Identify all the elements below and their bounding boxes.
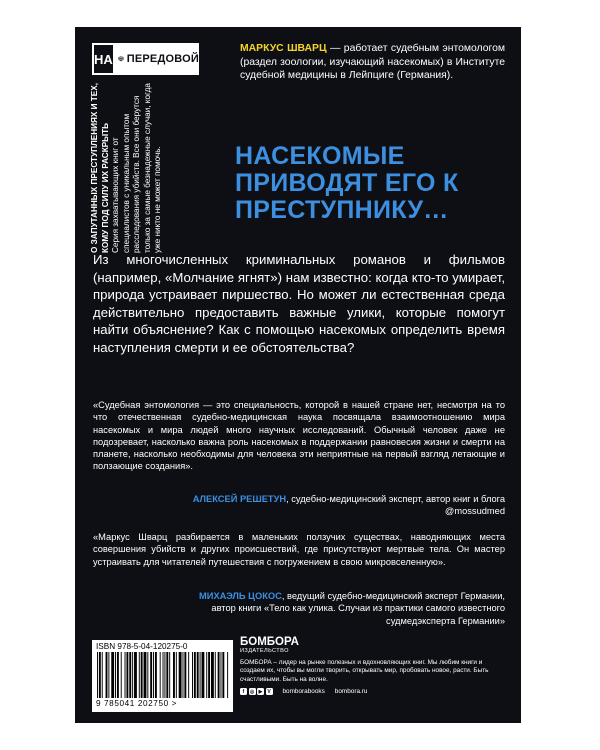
fingerprint-icon bbox=[117, 50, 125, 68]
barcode-stripe bbox=[125, 652, 126, 698]
barcode-stripe bbox=[192, 652, 193, 698]
barcode-stripe bbox=[222, 652, 224, 698]
social-icon-1: f bbox=[240, 688, 247, 695]
publisher-links bbox=[240, 688, 505, 695]
barcode-stripe bbox=[134, 652, 137, 698]
barcode-stripe bbox=[211, 652, 214, 698]
barcode-stripe bbox=[215, 652, 216, 698]
barcode-stripe bbox=[147, 652, 148, 698]
barcode-stripe bbox=[144, 652, 147, 698]
publisher-logo: БОМБОРА bbox=[240, 636, 299, 648]
barcode-stripe bbox=[164, 652, 165, 698]
barcode-stripe bbox=[115, 652, 116, 698]
publisher-block bbox=[240, 636, 505, 695]
barcode-stripe bbox=[197, 652, 199, 698]
barcode-stripe bbox=[179, 652, 182, 698]
barcode-stripe bbox=[163, 652, 164, 698]
barcode-stripe bbox=[121, 652, 122, 698]
barcode-stripe bbox=[227, 652, 228, 698]
series-logo-text: ПЕРЕДОВОЙ bbox=[126, 53, 199, 65]
barcode-stripe bbox=[108, 652, 109, 698]
barcode-stripe bbox=[153, 652, 154, 698]
series-logo-na: НА bbox=[92, 43, 115, 75]
series-vertical-heading: О ЗАПУТАННЫХ ПРЕСТУПЛЕНИЯХ И ТЕХ, КОМУ ПОД СИЛУ ИХ РАСКРЫТЬ bbox=[90, 82, 110, 253]
barcode-stripe bbox=[155, 652, 157, 698]
barcode-stripe bbox=[221, 652, 222, 698]
barcode-stripe bbox=[129, 652, 131, 698]
barcode-stripe bbox=[200, 652, 201, 698]
barcode-stripe bbox=[117, 652, 119, 698]
barcode-stripe bbox=[102, 652, 103, 698]
series-vertical-body: Серия захватывающих книг от специалистов с уникальным опытом расследования убийств. Все они берутся только за самые безнадежные случаи, когда уже никто не может помочь. bbox=[111, 83, 162, 253]
quote-1-text: «Судебная энтомология — это специальность, которой в нашей стране нет, несмотря на то что отечественная судебно-медицинская наука посвящала взаимоотношению мира насекомых и мира людей много научных исследований. Обычный человек даже не подозревает, насколько важна роль насекомых в поддержании равновесия жизни и смерти на планете, насколько необходимы для человека эти неприятные на первый взгляд летающие и ползающие создания». bbox=[93, 400, 505, 472]
quote-1-attribution bbox=[175, 493, 505, 518]
barcode-stripe bbox=[218, 652, 220, 698]
barcode-stripe bbox=[166, 652, 168, 698]
barcode-number: 9 785041 202750 > bbox=[96, 699, 178, 708]
barcode-bars bbox=[96, 652, 229, 698]
publisher-subtitle: ИЗДАТЕЛЬСТВО bbox=[240, 648, 289, 654]
quote-2-attribution bbox=[175, 590, 505, 627]
quote-1-author-desc: , судебно-медицинский эксперт, автор книг и блога @mossudmed bbox=[286, 494, 505, 517]
social-icon-3: ▶ bbox=[258, 688, 263, 695]
headline: НАСЕКОМЫЕ ПРИВОДЯТ ЕГО К ПРЕСТУПНИКУ… bbox=[235, 142, 459, 224]
series-logo bbox=[92, 43, 199, 75]
barcode-stripe bbox=[132, 652, 133, 698]
barcode-stripe bbox=[169, 652, 170, 698]
quote-1-author-name: АЛЕКСЕЙ РЕШЕТУН bbox=[192, 494, 287, 504]
barcode-stripe bbox=[111, 652, 114, 698]
barcode-stripe bbox=[188, 652, 189, 698]
barcode-stripe bbox=[173, 652, 175, 698]
publisher-site-link[interactable]: bombora.ru bbox=[334, 688, 368, 696]
main-text: Из многочисленных криминальных романов и фильмов (например, «Молчание ягнят») нам известно: когда кто-то умирает, природа устраивает пиршество. Но может ли естественная среда действительно предоставить важные улики, которые помогут найти объяснение? Как с помощью насекомых определить время наступления смерти и ее обстоятельства? bbox=[93, 252, 505, 355]
barcode-stripe bbox=[106, 652, 108, 698]
quote-2-author-name: МИХАЭЛЬ ЦОКОС bbox=[199, 591, 282, 601]
barcode-stripe bbox=[208, 652, 210, 698]
social-icons bbox=[240, 688, 273, 695]
isbn: ISBN 978-5-04-120275-0 bbox=[96, 642, 188, 651]
barcode-stripe bbox=[150, 652, 152, 698]
barcode-stripe bbox=[126, 652, 128, 698]
barcode-stripe bbox=[97, 652, 98, 698]
barcode-stripe bbox=[160, 652, 161, 698]
social-icon-4: V bbox=[267, 688, 271, 695]
author-bio bbox=[240, 42, 505, 83]
barcode bbox=[92, 640, 233, 712]
barcode-stripe bbox=[183, 652, 184, 698]
publisher-description: БОМБОРА – лидер на рынке полезных и вдохновляющих книг. Мы любим книги и создаем их, чтобы вы могли творить, открывать мир, пробовать новое, расти. Быть счастливыми. Быть на волне. bbox=[240, 659, 489, 683]
barcode-stripe bbox=[202, 652, 205, 698]
barcode-stripe bbox=[176, 652, 177, 698]
author-name: МАРКУС ШВАРЦ bbox=[240, 43, 327, 54]
barcode-stripe bbox=[139, 652, 140, 698]
publisher-social-handle[interactable]: bomborabooks bbox=[282, 688, 325, 696]
social-icon-2: ◎ bbox=[249, 688, 255, 695]
barcode-stripe bbox=[206, 652, 207, 698]
quote-2-text: «Маркус Шварц разбирается в маленьких ползучих существах, наводняющих места совершения убийств и других происшествий, где присутствуют мертвые тела. Он мастер устраивать для читателей путешествия с погружением в свою микровселенную». bbox=[93, 532, 505, 567]
barcode-stripe bbox=[141, 652, 143, 698]
author-bio-text: — работает судебным энтомологом (раздел зоологии, изучающий насекомых) в Институте судебной медицины в Лейпциге (Германия). bbox=[240, 43, 506, 82]
book-back-cover bbox=[75, 27, 521, 723]
barcode-stripe bbox=[184, 652, 186, 698]
barcode-stripe bbox=[99, 652, 101, 698]
barcode-stripe bbox=[194, 652, 196, 698]
quote-2-author-desc: , ведущий судебно-медицинский эксперт Германии, автор книги «Тело как улика. Случаи из практики самого известного судмедэксперта Германии» bbox=[211, 591, 505, 626]
